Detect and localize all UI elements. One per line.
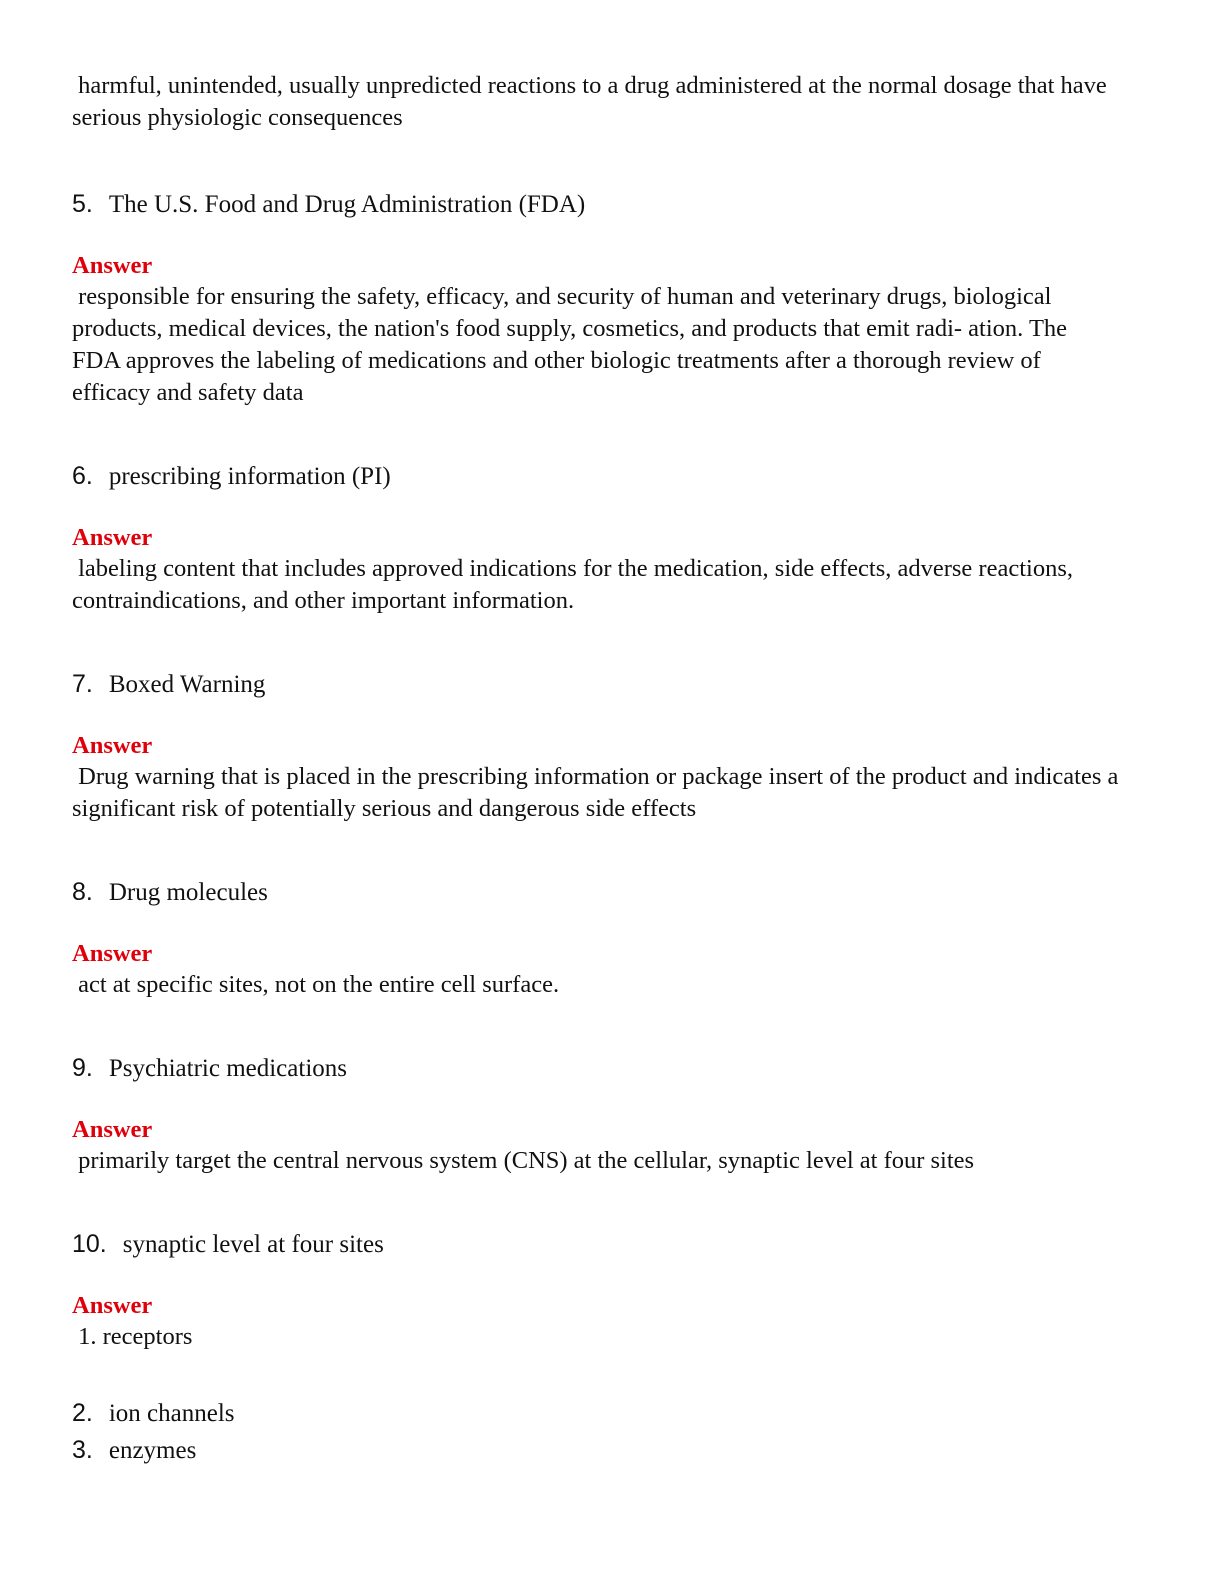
answer-text: responsible for ensuring the safety, efficacy, and security of human and veterinary drugs, biological products, medical devices, the nation's food supply, cosmetics, and products that emit radi- ation. The FDA approves the labeling of medications and other biologic treatments after a thorough review of efficacy and safety data bbox=[72, 283, 1074, 406]
document-page bbox=[72, 70, 1152, 1469]
intro-answer-text: harmful, unintended, usually unpredicted reactions to a drug administered at the normal dosage that have serious physiologic consequences bbox=[72, 72, 1113, 131]
answer-text: act at specific sites, not on the entire cell surface. bbox=[72, 971, 560, 998]
question-line bbox=[72, 1052, 1152, 1085]
question-term: Boxed Warning bbox=[108, 671, 266, 698]
answer-label: Answer bbox=[72, 732, 153, 759]
list-item bbox=[72, 1432, 1152, 1469]
qa-item-9 bbox=[72, 1052, 1152, 1177]
answer-text: Drug warning that is placed in the prescribing information or package insert of the product and indicates a significant risk of potentially serious and dangerous side effects bbox=[72, 763, 1125, 822]
question-number: 6. bbox=[72, 462, 93, 490]
question-number: 10. bbox=[72, 1230, 107, 1258]
question-term: Psychiatric medications bbox=[108, 1055, 347, 1082]
question-number: 7. bbox=[72, 670, 93, 698]
question-term: synaptic level at four sites bbox=[122, 1231, 384, 1258]
question-line bbox=[72, 188, 1152, 221]
qa-item-5 bbox=[72, 188, 1152, 409]
qa-item-6 bbox=[72, 460, 1152, 617]
answer-label: Answer bbox=[72, 252, 153, 279]
answer-text: 1. receptors bbox=[72, 1323, 193, 1350]
question-line bbox=[72, 1228, 1152, 1261]
answer-label: Answer bbox=[72, 1292, 153, 1319]
question-number: 8. bbox=[72, 878, 93, 906]
qa-item-10 bbox=[72, 1228, 1152, 1353]
answer-label: Answer bbox=[72, 1116, 153, 1143]
trailing-list bbox=[72, 1395, 1152, 1469]
list-item-number: 2. bbox=[72, 1399, 93, 1427]
list-item-text: ion channels bbox=[108, 1400, 235, 1427]
question-term: Drug molecules bbox=[108, 879, 268, 906]
answer-text: labeling content that includes approved indications for the medication, side effects, adverse reactions, contraindications, and other important information. bbox=[72, 555, 1080, 614]
answer-text: primarily target the central nervous system (CNS) at the cellular, synaptic level at four sites bbox=[72, 1147, 975, 1174]
answer-label: Answer bbox=[72, 524, 153, 551]
question-number: 9. bbox=[72, 1054, 93, 1082]
answer-label: Answer bbox=[72, 940, 153, 967]
list-item-number: 3. bbox=[72, 1436, 93, 1464]
question-term: prescribing information (PI) bbox=[108, 463, 391, 490]
list-item-text: enzymes bbox=[108, 1437, 197, 1464]
question-number: 5. bbox=[72, 190, 93, 218]
list-item bbox=[72, 1395, 1152, 1432]
question-term: The U.S. Food and Drug Administration (FDA) bbox=[108, 191, 586, 218]
question-line bbox=[72, 876, 1152, 909]
question-line bbox=[72, 668, 1152, 701]
qa-item-7 bbox=[72, 668, 1152, 825]
question-line bbox=[72, 460, 1152, 493]
qa-item-8 bbox=[72, 876, 1152, 1001]
